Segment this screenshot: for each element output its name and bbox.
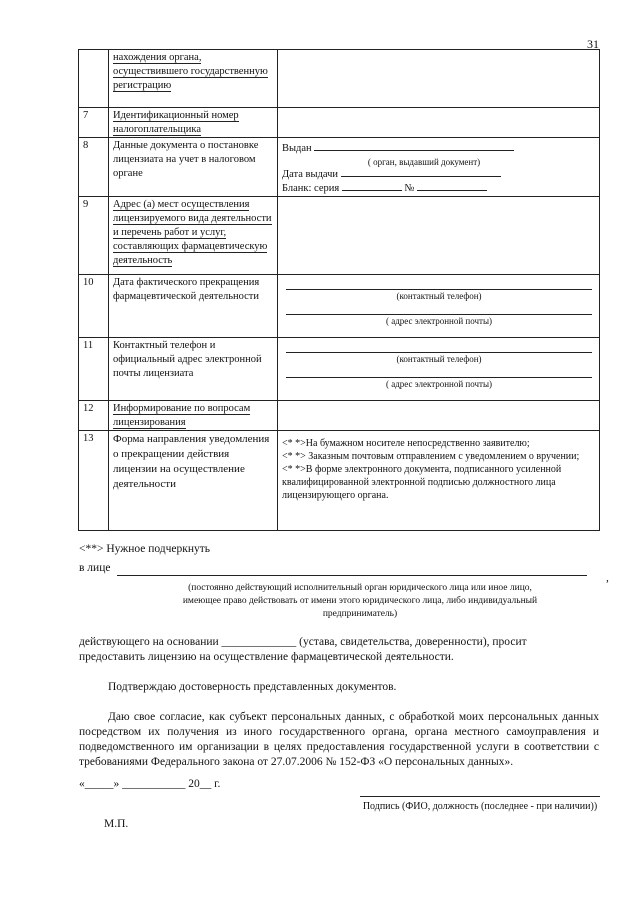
license-form-table [78,49,600,531]
representative-field[interactable] [117,575,587,576]
option-paper[interactable]: <* *>На бумажном носителе непосредственно заявителю; [282,438,530,449]
series-field[interactable] [342,190,402,191]
table-row: 13 Форма направления уведомления о прекращении действия лицензии на осуществление деятельности <* *>На бумажном носителе непосредственно заявителю; <* *> Заказным почтовым отправлением с уведомлением о вручении; <* *>В форме электронного документа, подписанного усиленной квалифицированной электронной подписью должностного лица лицензирующего органа. [79,431,600,531]
row-label: Дата фактического прекращения фармацевтической деятельности [109,275,278,338]
date-line[interactable]: «_____» ___________ 20__ г. [79,778,221,790]
basis-line-2: предоставить лицензию на осуществление фармацевтической деятельности. [79,651,454,663]
signature-line[interactable] [360,796,600,797]
activity-address-field[interactable] [278,197,600,275]
table-row: 8 Данные документа о постановке лицензиата на учет в налоговом органе Выдан ( орган, выдавший документ) Дата выдачи Бланк: серия № [79,138,600,197]
row-label: Контактный телефон и официальный адрес электронной почты лицензиата [109,338,278,401]
signature-caption: Подпись (ФИО, должность (последнее - при наличии)) [362,801,598,812]
issue-date-field[interactable] [341,176,501,177]
row-label: Данные документа о постановке лицензиата на учет в налоговом органе [109,138,278,197]
licensing-info-field[interactable] [278,401,600,431]
table-row: 12 Информирование по вопросам лицензирования [79,401,600,431]
table-row: 7 Идентификационный номер налогоплательщика [79,108,600,138]
person-caption: (постоянно действующий исполнительный орган юридического лица или иное лицо, [188,583,532,593]
phone-field[interactable] [286,342,592,353]
row-label: Адрес (а) мест осуществления лицензируемого вида деятельности и перечень работ и услуг, составляющих фармацевтическую деятельность [109,197,278,275]
email-field[interactable] [286,304,592,315]
row-value[interactable] [278,50,600,108]
issued-by-field[interactable] [314,150,514,151]
tax-document-fields: Выдан ( орган, выдавший документ) Дата выдачи Бланк: серия № [278,138,600,197]
table-row: 11 Контактный телефон и официальный адрес электронной почты лицензиата (контактный телефон) ( адрес электронной почты) [79,338,600,401]
page-number: 31 [587,37,599,51]
in-person-label: в лице [79,562,111,574]
row-label: Форма направления уведомления о прекращении действия лицензии на осуществление деятельности [109,431,278,531]
email-field[interactable] [286,367,592,378]
footnote: <**> Нужное подчеркнуть [79,543,211,555]
option-mail[interactable]: <* *> Заказным почтовым отправлением с уведомлением о вручении; [282,451,580,462]
basis-line: действующего на основании _____________ (устава, свидетельства, доверенности), просит [79,636,527,648]
phone-field[interactable] [286,279,592,290]
option-electronic[interactable]: <* *>В форме электронного документа, подписанного усиленной квалифицированной электронной подписью должностного лица лицензирующего органа. [282,464,562,501]
table-row: 9 Адрес (а) мест осуществления лицензируемого вида деятельности и перечень работ и услуг, составляющих фармацевтическую деятельность [79,197,600,275]
confirmation: Подтверждаю достоверность представленных документов. [108,681,397,693]
inn-field[interactable] [278,108,600,138]
consent-text: Даю свое согласие, как субъект персональных данных, с обработкой моих персональных данных посредством их получения из иного государственного органа, органа местного самоуправления и подведомственного им организации в целях предоставления государственной услуги в соответствии с требованиями Федерального закона от 27.07.2006 № 152-ФЗ «О персональных данных». [79,711,599,768]
stamp-label: М.П. [104,818,129,830]
notification-options [278,431,600,531]
trailing-comma: , [606,572,609,584]
row-label: нахождения органа, осуществившего государственную регистрацию [109,50,278,108]
person-caption: имеющее право действовать от имени этого юридического лица, либо индивидуальный [182,596,538,606]
form-number-field[interactable] [417,190,487,191]
row-label: Идентификационный номер налогоплательщика [109,108,278,138]
person-caption: предприниматель) [322,609,398,619]
table-row: 10 Дата фактического прекращения фармацевтической деятельности (контактный телефон) ( адрес электронной почты) [79,275,600,338]
row-label: Информирование по вопросам лицензирования [109,401,278,431]
table-row [79,50,600,108]
